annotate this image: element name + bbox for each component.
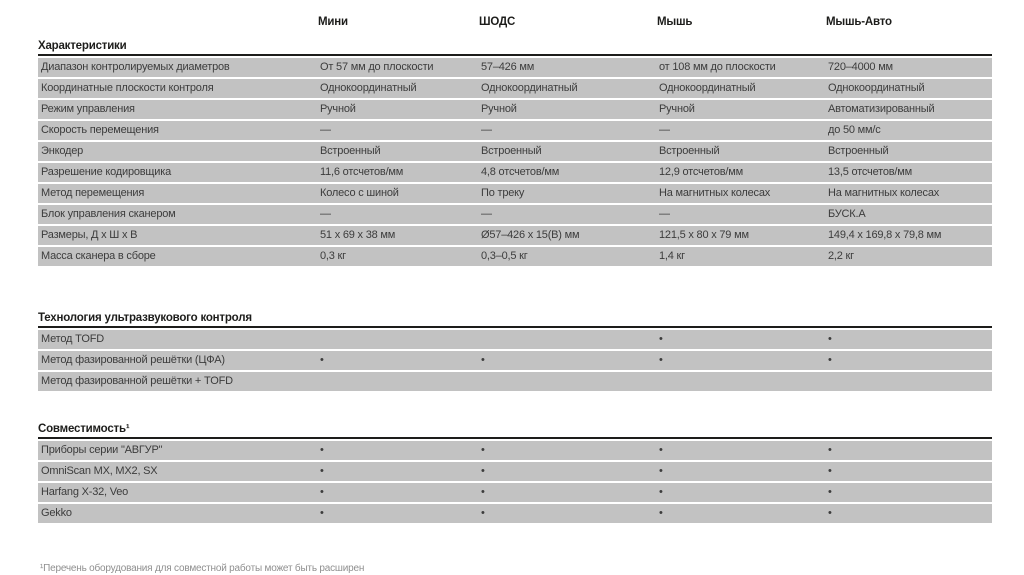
- table-row: [38, 100, 992, 119]
- row-label: OmniScan MX, MX2, SX: [41, 465, 158, 477]
- cell-value: 1,4 кг: [659, 250, 685, 262]
- cell-value: Ручной: [481, 103, 517, 115]
- section-title: Технология ультразвукового контроля: [38, 312, 992, 328]
- cell-value: •: [659, 486, 663, 498]
- cell-value: 13,5 отсчетов/мм: [828, 166, 912, 178]
- section-rows: [38, 441, 992, 523]
- cell-value: •: [320, 507, 324, 519]
- cell-value: •: [481, 354, 485, 366]
- comparison-table: [38, 14, 992, 574]
- cell-value: Однокоординатный: [828, 82, 925, 94]
- cell-value: •: [828, 486, 832, 498]
- cell-value: •: [481, 465, 485, 477]
- cell-value: Ручной: [659, 103, 695, 115]
- cell-value: [479, 372, 657, 391]
- cell-value: 4,8 отсчетов/мм: [481, 166, 560, 178]
- product-header: Мышь: [657, 16, 693, 28]
- section-title: Характеристики: [38, 40, 992, 56]
- product-header: ШОДС: [479, 16, 516, 28]
- cell-value: 149,4 x 169,8 x 79,8 мм: [828, 229, 942, 241]
- cell-value: от 108 мм до плоскости: [659, 61, 776, 73]
- row-label: Harfang X-32, Veo: [41, 486, 129, 498]
- row-label: Метод перемещения: [41, 187, 145, 199]
- cell-value: Колесо с шиной: [320, 187, 399, 199]
- cell-value: Ø57–426 x 15(В) мм: [481, 229, 580, 241]
- cell-value: Встроенный: [320, 145, 381, 157]
- cell-value: •: [828, 465, 832, 477]
- row-label: Масса сканера в сборе: [41, 250, 156, 262]
- row-label: Режим управления: [41, 103, 135, 115]
- row-label: Энкодер: [41, 145, 84, 157]
- cell-value: От 57 мм до плоскости: [320, 61, 434, 73]
- cell-value: [318, 330, 479, 349]
- product-header: Мини: [318, 16, 348, 28]
- cell-value: 720–4000 мм: [828, 61, 893, 73]
- cell-value: 57–426 мм: [481, 61, 535, 73]
- row-label: Приборы серии "АВГУР": [41, 444, 163, 456]
- cell-value: Однокоординатный: [481, 82, 578, 94]
- table-row: [38, 79, 992, 98]
- cell-value: —: [659, 208, 670, 220]
- section-title: Совместимость¹: [38, 423, 992, 439]
- row-label: Разрешение кодировщика: [41, 166, 172, 178]
- cell-value: Однокоординатный: [320, 82, 417, 94]
- cell-value: •: [320, 354, 324, 366]
- cell-value: •: [320, 465, 324, 477]
- cell-value: •: [320, 486, 324, 498]
- cell-value: 0,3 кг: [320, 250, 346, 262]
- row-label: Координатные плоскости контроля: [41, 82, 214, 94]
- cell-value: По треку: [481, 187, 525, 199]
- cell-value: Встроенный: [659, 145, 720, 157]
- cell-value: —: [481, 208, 492, 220]
- cell-value: —: [320, 208, 331, 220]
- cell-value: [657, 372, 826, 391]
- cell-value: •: [481, 444, 485, 456]
- row-label: Gekko: [41, 507, 72, 519]
- cell-value: —: [320, 124, 331, 136]
- cell-value: 12,9 отсчетов/мм: [659, 166, 743, 178]
- cell-value: На магнитных колесах: [659, 187, 771, 199]
- cell-value: до 50 мм/с: [828, 124, 881, 136]
- section-rows: [38, 330, 992, 391]
- cell-value: [479, 330, 657, 349]
- table-row: [38, 504, 992, 523]
- cell-value: •: [828, 354, 832, 366]
- footnote: ¹Перечень оборудования для совместной работы может быть расширен: [40, 563, 365, 574]
- row-label: Метод фазированной решётки (ЦФА): [41, 354, 225, 366]
- table-row: [38, 247, 992, 266]
- row-label: Метод TOFD: [41, 333, 105, 345]
- cell-value: БУСК.А: [828, 208, 866, 220]
- cell-value: •: [481, 507, 485, 519]
- cell-value: [318, 372, 479, 391]
- cell-value: •: [481, 486, 485, 498]
- table-row: [38, 142, 992, 161]
- table-section: [38, 40, 992, 266]
- header-spacer: [38, 14, 318, 30]
- row-label: Диапазон контролируемых диаметров: [41, 61, 230, 73]
- cell-value: Встроенный: [481, 145, 542, 157]
- table-row: [38, 330, 992, 349]
- cell-value: —: [481, 124, 492, 136]
- table-row: [38, 205, 992, 224]
- cell-value: •: [659, 354, 663, 366]
- table-sections: [38, 40, 992, 523]
- cell-value: Встроенный: [828, 145, 889, 157]
- cell-value: •: [659, 444, 663, 456]
- cell-value: 11,6 отсчетов/мм: [320, 166, 404, 178]
- table-row: [38, 226, 992, 245]
- cell-value: Автоматизированный: [828, 103, 935, 115]
- table-section: [38, 312, 992, 391]
- table-row: [38, 121, 992, 140]
- table-row: [38, 462, 992, 481]
- cell-value: —: [659, 124, 670, 136]
- table-row: [38, 58, 992, 77]
- row-label: Блок управления сканером: [41, 208, 176, 220]
- cell-value: •: [828, 507, 832, 519]
- table-row: [38, 351, 992, 370]
- cell-value: На магнитных колесах: [828, 187, 940, 199]
- cell-value: 0,3–0,5 кг: [481, 250, 528, 262]
- cell-value: •: [828, 333, 832, 345]
- cell-value: 51 x 69 x 38 мм: [320, 229, 396, 241]
- table-row: [38, 163, 992, 182]
- cell-value: 2,2 кг: [828, 250, 854, 262]
- cell-value: Однокоординатный: [659, 82, 756, 94]
- table-row: [38, 441, 992, 460]
- row-label: Размеры, Д х Ш х В: [41, 229, 138, 241]
- cell-value: •: [828, 444, 832, 456]
- table-row: [38, 184, 992, 203]
- table-row: [38, 372, 992, 391]
- cell-value: 121,5 x 80 x 79 мм: [659, 229, 749, 241]
- row-label: Скорость перемещения: [41, 124, 159, 136]
- table-section: [38, 423, 992, 523]
- cell-value: •: [320, 444, 324, 456]
- cell-value: Ручной: [320, 103, 356, 115]
- section-rows: [38, 58, 992, 266]
- cell-value: •: [659, 465, 663, 477]
- row-label: Метод фазированной решётки + TOFD: [41, 375, 233, 387]
- cell-value: •: [659, 507, 663, 519]
- cell-value: [826, 372, 992, 391]
- cell-value: •: [659, 333, 663, 345]
- table-row: [38, 483, 992, 502]
- product-header-row: [38, 14, 992, 30]
- product-header: Мышь-Авто: [826, 16, 892, 28]
